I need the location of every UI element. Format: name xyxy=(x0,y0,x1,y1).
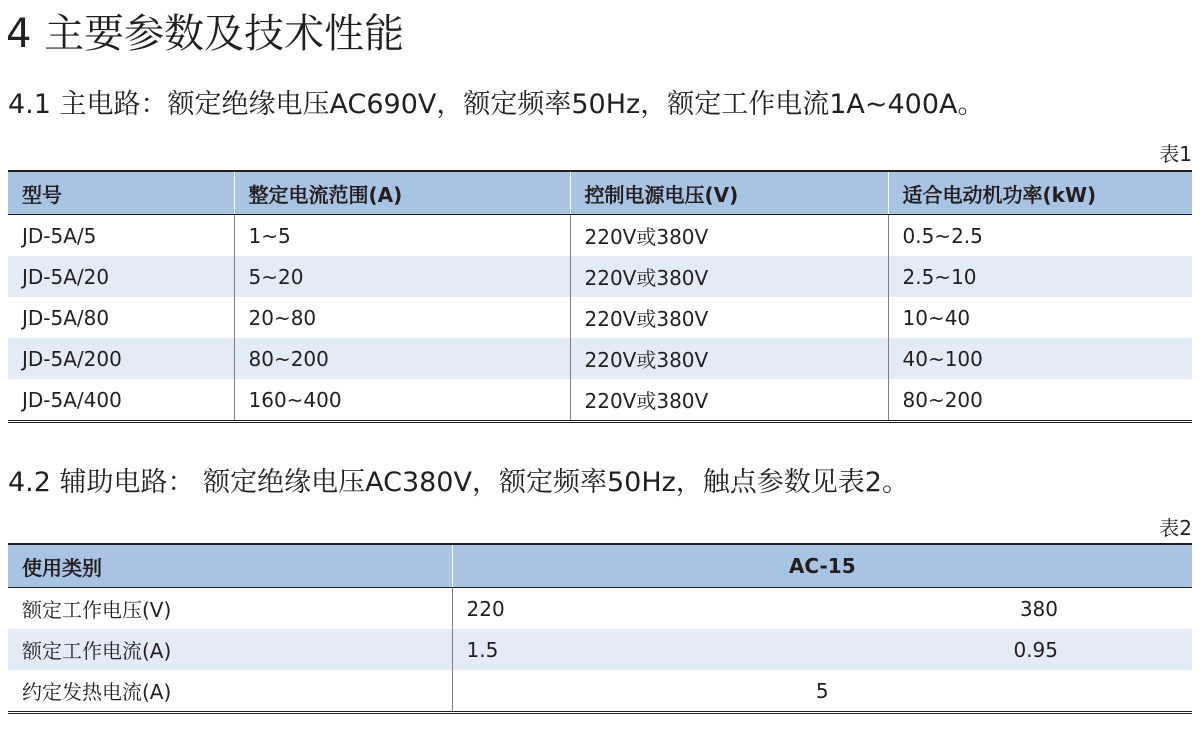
page-title: 4 主要参数及技术性能 xyxy=(6,11,405,57)
cell-motor-power: 80~200 xyxy=(888,379,1192,422)
cell-current-range: 160~400 xyxy=(234,379,570,422)
table-row xyxy=(8,215,1192,257)
column-header-control-voltage: 控制电源电压(V) xyxy=(570,171,888,215)
value-pair-cell xyxy=(452,629,1192,670)
cell-model: JD-5A/200 xyxy=(8,338,234,379)
cell-control-voltage: 220V或380V xyxy=(570,256,888,297)
table-header-row xyxy=(8,544,1192,588)
cell-model: JD-5A/80 xyxy=(22,305,110,330)
value-1: 220 xyxy=(466,596,505,621)
table-row xyxy=(8,379,1192,422)
cell-current-range: 5~20 xyxy=(234,256,570,297)
row-label-thermal-current: 约定发热电流(A) xyxy=(8,670,452,713)
cell-control-voltage: 220V或380V xyxy=(570,379,888,422)
column-header-motor-power: 适合电动机功率(kW) xyxy=(888,171,1192,215)
cell-motor-power: 10~40 xyxy=(888,297,1192,338)
column-header-utilization-category: 使用类别 xyxy=(8,544,452,588)
cell-motor-power: 2.5~10 xyxy=(888,256,1192,297)
cell-model: JD-5A/400 xyxy=(8,379,234,422)
value-2: 380 xyxy=(1019,596,1058,621)
table-row xyxy=(8,588,1192,630)
value-pair xyxy=(467,638,1193,662)
section-4-1-title: 4.1 主电路：额定绝缘电压AC690V，额定频率50Hz，额定工作电流1A~400A。 xyxy=(8,89,985,120)
value-pair-cell xyxy=(452,588,1192,630)
cell-motor-power: 0.5~2.5 xyxy=(888,215,1192,257)
column-header-current-range: 整定电流范围(A) xyxy=(234,171,570,215)
row-label-rated-voltage: 额定工作电压(V) xyxy=(22,598,172,622)
section-4-2-title: 4.2 辅助电路： 额定绝缘电压AC380V，额定频率50Hz，触点参数见表2。 xyxy=(8,467,909,498)
table-row xyxy=(8,297,1192,338)
value-merged: 5 xyxy=(815,678,829,703)
cell-model: JD-5A/20 xyxy=(8,256,234,297)
table-header-row xyxy=(8,171,1192,215)
aux-circuit-table xyxy=(8,543,1192,714)
cell-current-range: 20~80 xyxy=(234,297,570,338)
table-row xyxy=(8,338,1192,379)
cell-model: JD-5A/5 xyxy=(22,223,97,248)
cell-current-range: 80~200 xyxy=(234,338,570,379)
column-header-ac15: AC-15 xyxy=(452,544,1192,588)
column-header-model: 型号 xyxy=(8,171,234,215)
cell-control-voltage: 220V或380V xyxy=(570,297,888,338)
value-1: 1.5 xyxy=(466,637,499,662)
cell-control-voltage: 220V或380V xyxy=(570,338,888,379)
row-label-rated-current: 额定工作电流(A) xyxy=(8,629,452,670)
table-row xyxy=(8,629,1192,670)
table-row xyxy=(8,670,1192,713)
value-2: 0.95 xyxy=(1013,637,1058,662)
cell-current-range: 1~5 xyxy=(234,215,570,257)
main-circuit-table xyxy=(8,170,1192,423)
value-pair xyxy=(467,597,1193,621)
cell-motor-power: 40~100 xyxy=(888,338,1192,379)
table-1-caption: 表1 xyxy=(1159,142,1192,166)
table-row xyxy=(8,256,1192,297)
value-cell xyxy=(452,670,1192,713)
cell-control-voltage: 220V或380V xyxy=(570,215,888,257)
table-2-caption: 表2 xyxy=(1159,516,1192,540)
